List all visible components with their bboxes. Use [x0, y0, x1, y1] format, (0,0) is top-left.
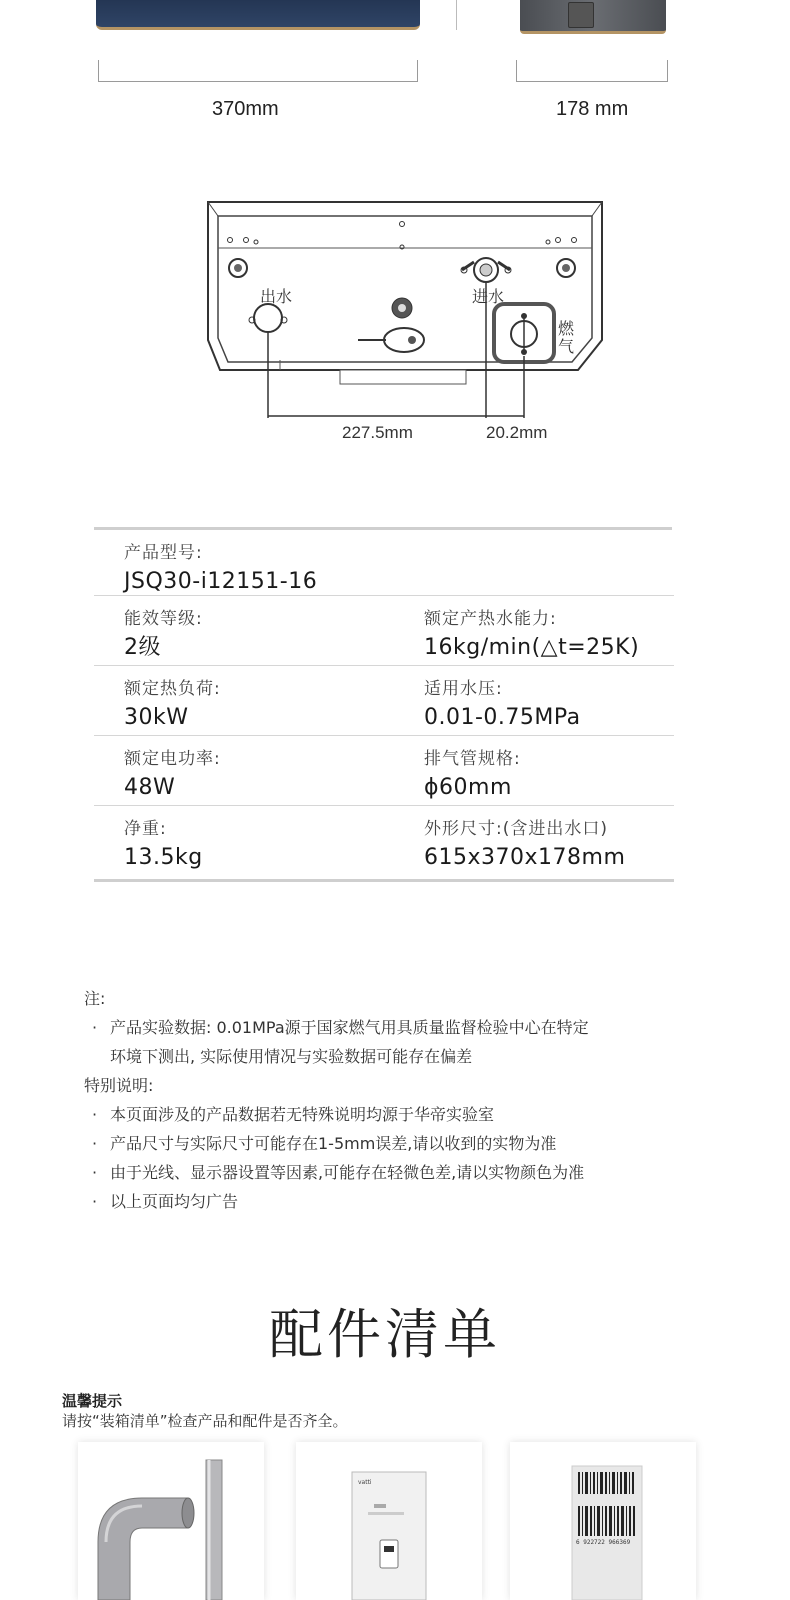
- spec-label: 额定产热水能力:: [424, 609, 557, 629]
- width-dimension-bracket: [98, 60, 418, 82]
- spec-value: 615x370x178mm: [424, 845, 626, 870]
- note-item: [84, 1013, 704, 1042]
- spec-label: 外形尺寸:(含进出水口): [424, 819, 608, 839]
- spec-cell: [424, 748, 521, 803]
- spec-row: [94, 596, 674, 666]
- special-heading: 特别说明:: [84, 1076, 154, 1095]
- side-panel-detail: [568, 2, 594, 28]
- spec-cell: [124, 818, 203, 873]
- notes-section: [84, 984, 704, 1216]
- depth-dimension-bracket: [516, 60, 668, 82]
- spec-cell: [124, 678, 221, 733]
- bottom-connection-diagram: [190, 190, 610, 460]
- notes-heading: 注:: [84, 989, 106, 1008]
- spec-label: 产品型号:: [124, 543, 203, 563]
- accessory-card-manual: [296, 1442, 482, 1600]
- gas-label-1: 燃: [558, 319, 575, 338]
- width-dimension-label: 370mm: [212, 98, 279, 120]
- exhaust-pipe-icon: [78, 1442, 264, 1600]
- depth-dimension-label: 178 mm: [556, 98, 629, 120]
- spec-label: 能效等级:: [124, 609, 203, 629]
- spec-value: 16kg/min(△t=25K): [424, 635, 640, 660]
- accessories-title: 配件清单: [269, 1303, 501, 1366]
- note-text: 以上页面均匀广告: [110, 1192, 239, 1211]
- spec-row-model: [94, 530, 674, 596]
- note-continuation: 环境下测出, 实际使用情况与实验数据可能存在偏差: [110, 1047, 473, 1066]
- spec-label: 排气管规格:: [424, 749, 521, 769]
- spec-label: 适用水压:: [424, 679, 503, 699]
- bullet: ·: [92, 1018, 98, 1037]
- spec-value: 30kW: [124, 705, 189, 730]
- note-item: [84, 1129, 704, 1158]
- manual-brand: vatti: [358, 1479, 372, 1486]
- dimension-right-label: 20.2mm: [486, 423, 548, 442]
- tip-title: 温馨提示: [62, 1392, 123, 1410]
- spec-value: 2级: [124, 635, 161, 660]
- note-item: [84, 1187, 704, 1216]
- spec-label: 净重:: [124, 819, 167, 839]
- bullet: ·: [92, 1105, 98, 1124]
- note-text: 产品尺寸与实际尺寸可能存在1-5mm误差,请以收到的实物为准: [110, 1134, 557, 1153]
- spec-table: [94, 527, 674, 882]
- spec-value: 13.5kg: [124, 845, 203, 870]
- inlet-label: 进水: [472, 287, 505, 306]
- gas-label-2: 气: [558, 337, 575, 356]
- spec-cell: [124, 748, 221, 803]
- accessory-card-barcode: [510, 1442, 696, 1600]
- spec-row: [94, 806, 674, 882]
- note-item: [84, 1100, 704, 1129]
- bullet: ·: [92, 1163, 98, 1182]
- dimension-left-label: 227.5mm: [342, 423, 413, 442]
- note-text: 本页面涉及的产品数据若无特殊说明均源于华帝实验室: [110, 1105, 495, 1124]
- note-text: 产品实验数据: 0.01MPa源于国家燃气用具质量监督检验中心在特定: [110, 1018, 589, 1037]
- divider-line: [456, 0, 457, 30]
- tip-text: 请按“装箱清单”检查产品和配件是否齐全。: [62, 1412, 348, 1430]
- spec-row: [94, 736, 674, 806]
- spec-value: 0.01-0.75MPa: [424, 705, 581, 730]
- spec-cell: [424, 818, 625, 873]
- bullet: ·: [92, 1134, 98, 1153]
- note-item: [84, 1158, 704, 1187]
- heater-front-view: [96, 0, 420, 30]
- top-dimension-strip: [0, 0, 790, 140]
- bullet: ·: [92, 1192, 98, 1211]
- spec-value: 48W: [124, 775, 176, 800]
- spec-cell-model: [124, 542, 317, 597]
- spec-value: ϕ60mm: [424, 775, 512, 800]
- outlet-label: 出水: [260, 287, 293, 306]
- spec-cell: [424, 678, 581, 733]
- accessory-card-exhaust-pipe: [78, 1442, 264, 1600]
- barcode-label-icon: [510, 1442, 696, 1600]
- spec-value: JSQ30-i12151-16: [124, 569, 318, 594]
- barcode-number: 6 922722 966369: [576, 1539, 631, 1546]
- spec-row: [94, 666, 674, 736]
- spec-label: 额定电功率:: [124, 749, 221, 769]
- note-text: 由于光线、显示器设置等因素,可能存在轻微色差,请以实物颜色为准: [110, 1163, 585, 1182]
- spec-cell: [124, 608, 203, 663]
- manual-icon: [296, 1442, 482, 1600]
- spec-label: 额定热负荷:: [124, 679, 221, 699]
- spec-cell: [424, 608, 639, 663]
